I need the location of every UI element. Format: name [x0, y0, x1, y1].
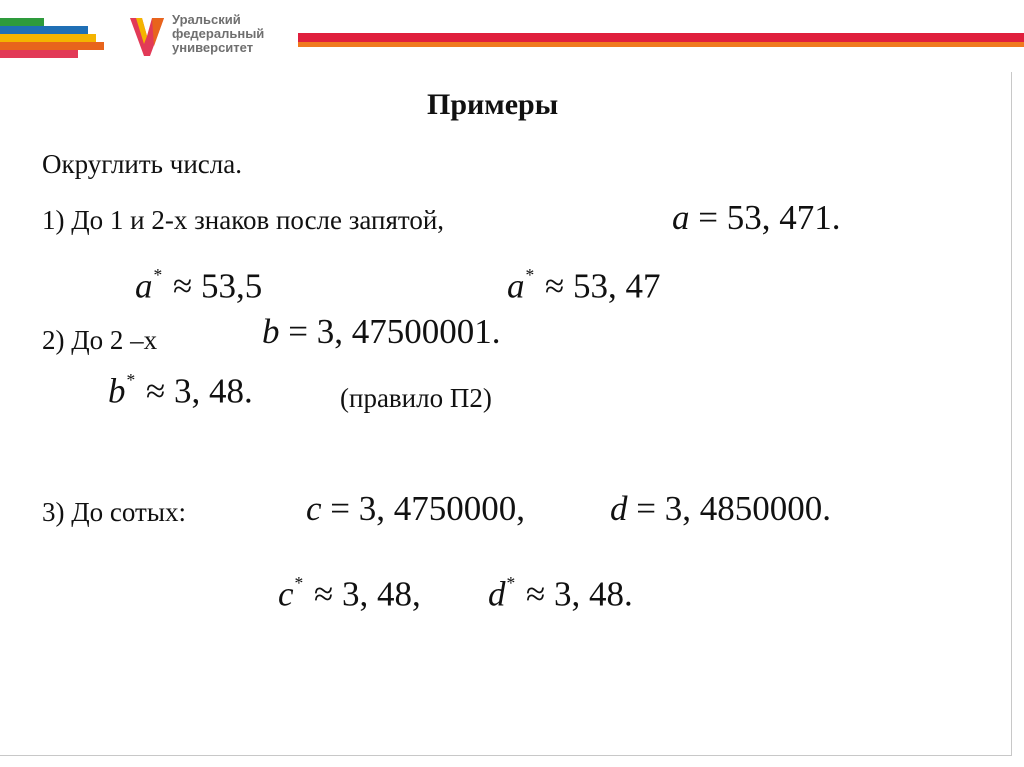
item3-value-d	[610, 489, 831, 529]
stripe-orange	[0, 42, 104, 50]
university-logo-icon	[128, 12, 166, 60]
slide-border-right	[1011, 72, 1012, 755]
intro-text: Округлить числа.	[42, 149, 242, 179]
star: *	[294, 573, 304, 593]
var-d-star: d	[488, 574, 506, 614]
result-1-text: ≈ 53,5	[173, 266, 263, 306]
stripe-red-long	[298, 33, 1024, 42]
item2-result	[108, 370, 253, 412]
logo-line-2: федеральный	[172, 26, 265, 41]
var-a-star: a	[507, 266, 525, 306]
star: *	[126, 370, 136, 390]
stripe-green	[0, 18, 44, 26]
stripe-pink-left	[0, 50, 78, 58]
slide-border-bottom	[0, 755, 1012, 756]
rule-note: (правило П2)	[340, 383, 492, 413]
var-a-star: a	[135, 266, 153, 306]
var-a: a	[672, 198, 690, 237]
result-2-text: ≈ 53, 47	[545, 266, 661, 306]
item3-label: 3) До сотых:	[42, 497, 186, 527]
item3-value-c	[306, 489, 525, 529]
slide-title: Примеры	[427, 88, 559, 121]
university-name	[172, 13, 264, 55]
item1-result-1	[135, 265, 262, 307]
var-b-star: b	[108, 371, 126, 411]
logo-line-3: университет	[172, 40, 254, 55]
item1-result-2	[507, 265, 660, 307]
var-d: d	[610, 489, 628, 528]
var-c: c	[306, 489, 322, 528]
value-c-text: = 3, 4750000,	[321, 489, 526, 528]
star: *	[153, 265, 163, 285]
stripe-blue	[0, 26, 88, 34]
value-b-text: = 3, 47500001.	[279, 312, 501, 351]
item1-label: 1) До 1 и 2-х знаков после запятой,	[42, 205, 445, 235]
value-d-text: = 3, 4850000.	[627, 489, 831, 528]
stripe-orange-long	[298, 42, 1024, 47]
item3-result-c	[278, 573, 421, 615]
result-b-text: ≈ 3, 48.	[146, 371, 253, 411]
logo-line-1: Уральский	[172, 12, 241, 27]
stripe-yellow	[0, 34, 96, 42]
var-b: b	[262, 312, 280, 351]
value-a-text: = 53, 471.	[689, 198, 841, 237]
result-c-text: ≈ 3, 48,	[314, 574, 421, 614]
item2-value	[262, 312, 501, 352]
star: *	[506, 573, 516, 593]
item1-value	[672, 198, 841, 238]
item2-label: 2) До 2 –х	[42, 325, 158, 355]
item3-result-d	[488, 573, 633, 615]
star: *	[525, 265, 535, 285]
var-c-star: c	[278, 574, 294, 614]
result-d-text: ≈ 3, 48.	[526, 574, 633, 614]
